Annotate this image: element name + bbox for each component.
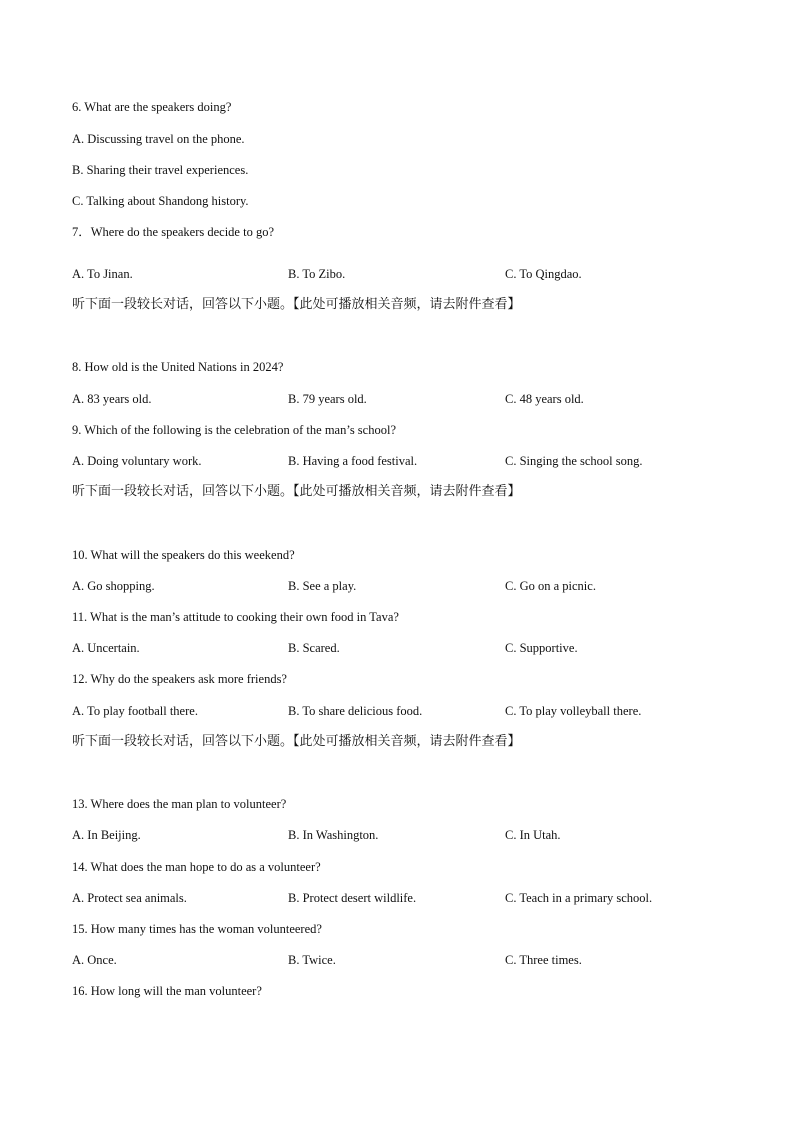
option-c: C. Singing the school song.: [505, 454, 643, 468]
option-c: C. To play volleyball there.: [505, 704, 642, 718]
option-c: C. To Qingdao.: [505, 267, 582, 281]
option-b: B. To share delicious food.: [288, 704, 423, 718]
option-a: A. To Jinan.: [72, 267, 133, 281]
options-row-10: [0, 578, 794, 594]
options-row-14: [0, 890, 794, 906]
option-c: C. Go on a picnic.: [505, 579, 596, 593]
option-a: A. To play football there.: [72, 704, 198, 718]
option-c: C. Supportive.: [505, 641, 578, 655]
option-a: A. Protect sea animals.: [72, 891, 187, 905]
option-line: C. Talking about Shandong history.: [72, 194, 249, 208]
listening-instruction: 听下面一段较长对话，回答以下小题。【此处可播放相关音频，请去附件查看】: [72, 484, 521, 499]
option-line: B. Sharing their travel experiences.: [72, 163, 249, 177]
option-c: C. In Utah.: [505, 828, 561, 842]
option-a: A. Uncertain.: [72, 641, 140, 655]
options-row-11: [0, 640, 794, 656]
options-row-9: [0, 453, 794, 469]
question-10: 10. What will the speakers do this weekend?: [72, 548, 295, 562]
options-row-12: [0, 703, 794, 719]
question-15: 15. How many times has the woman volunteered?: [72, 922, 322, 936]
option-c: C. Teach in a primary school.: [505, 891, 653, 905]
option-line: A. Discussing travel on the phone.: [72, 132, 245, 146]
option-c: C. 48 years old.: [505, 392, 584, 406]
option-a: A. In Beijing.: [72, 828, 141, 842]
question-14: 14. What does the man hope to do as a volunteer?: [72, 860, 321, 874]
option-b: B. Twice.: [288, 953, 336, 967]
option-b: B. To Zibo.: [288, 267, 346, 281]
listening-instruction: 听下面一段较长对话，回答以下小题。【此处可播放相关音频，请去附件查看】: [72, 734, 521, 749]
option-b: B. Scared.: [288, 641, 340, 655]
option-a: A. Go shopping.: [72, 579, 155, 593]
option-c: C. Three times.: [505, 953, 582, 967]
question-11: 11. What is the man’s attitude to cooking their own food in Tava?: [72, 610, 399, 624]
question-7: 7．Where do the speakers decide to go?: [72, 225, 275, 239]
question-16: 16. How long will the man volunteer?: [72, 984, 262, 998]
options-row-8: [0, 391, 794, 407]
option-b: B. Protect desert wildlife.: [288, 891, 417, 905]
option-b: B. 79 years old.: [288, 392, 367, 406]
question-12: 12. Why do the speakers ask more friends?: [72, 672, 287, 686]
question-13: 13. Where does the man plan to volunteer?: [72, 797, 287, 811]
question-9: 9. Which of the following is the celebration of the man’s school?: [72, 423, 396, 437]
option-b: B. Having a food festival.: [288, 454, 418, 468]
listening-instruction: 听下面一段较长对话，回答以下小题。【此处可播放相关音频，请去附件查看】: [72, 297, 521, 312]
option-a: A. Once.: [72, 953, 117, 967]
option-a: A. Doing voluntary work.: [72, 454, 202, 468]
options-row-7: [0, 266, 794, 282]
options-row-15: [0, 952, 794, 968]
question-8: 8. How old is the United Nations in 2024?: [72, 360, 284, 374]
option-b: B. In Washington.: [288, 828, 379, 842]
options-row-13: [0, 827, 794, 843]
question-6: 6. What are the speakers doing?: [72, 100, 232, 114]
option-a: A. 83 years old.: [72, 392, 152, 406]
option-b: B. See a play.: [288, 579, 357, 593]
